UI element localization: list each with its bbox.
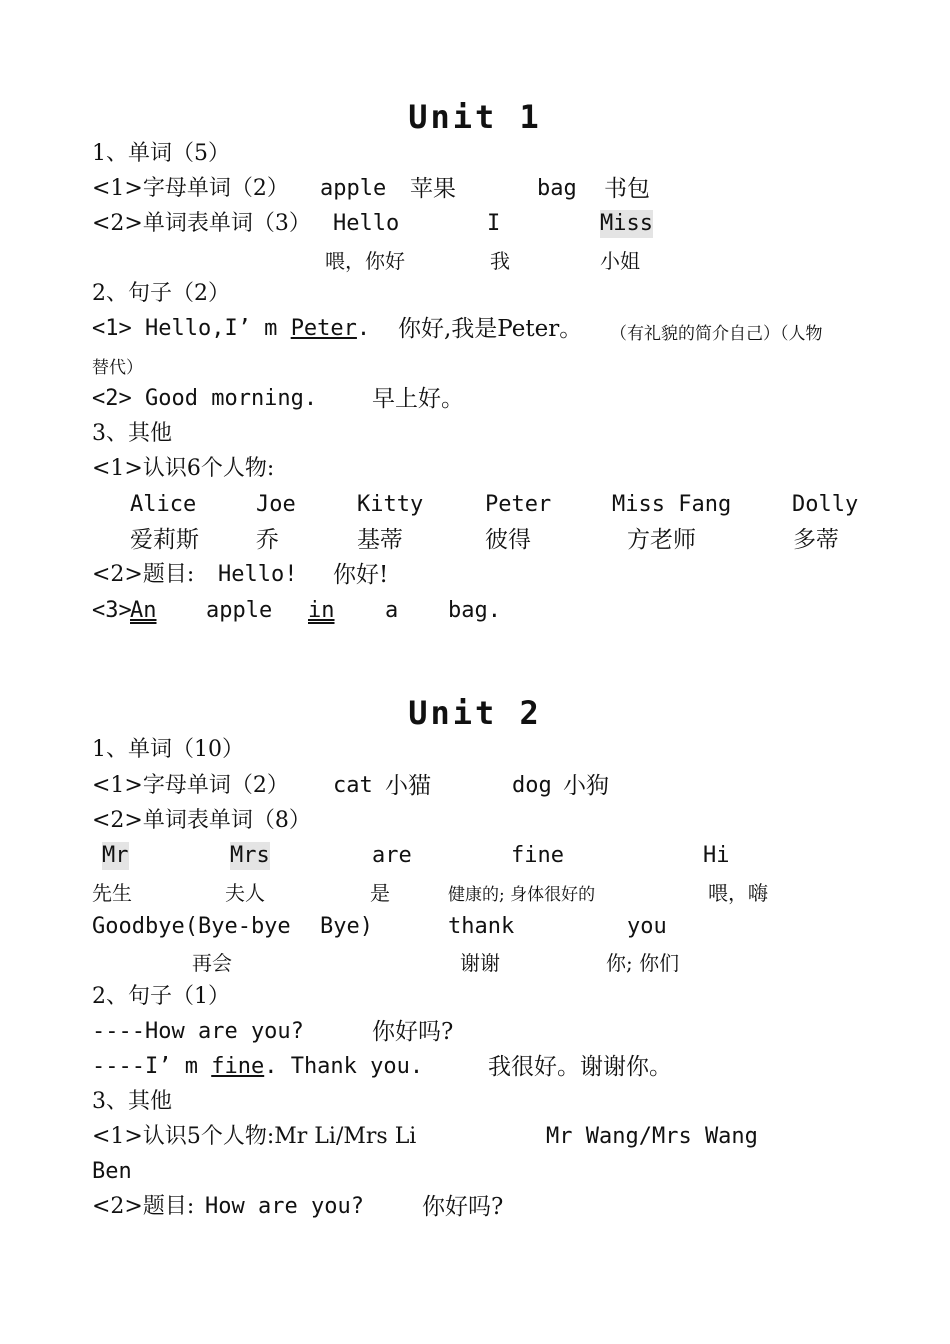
- name-alice-cn: 爱莉斯: [130, 527, 199, 553]
- unit2-words-heading: 1、单词（10）: [92, 737, 244, 762]
- word-goodbye-cn: 再会: [192, 951, 232, 975]
- unit2-question: ----How are you?: [92, 1019, 304, 1044]
- word-bag: bag: [537, 176, 577, 201]
- word-bag-cn: 书包: [604, 176, 650, 202]
- unit2-characters-label: <1>认识5个人物:Mr Li/Mrs Li: [92, 1124, 417, 1149]
- name-kitty: Kitty: [357, 492, 424, 517]
- unit1-characters-label: <1>认识6个人物:: [92, 456, 275, 481]
- sentence-1-note: （有礼貌的简介自己）（人物: [610, 324, 823, 344]
- name-joe-cn: 乔: [256, 527, 279, 553]
- row-label: <1>字母单词（2）: [92, 176, 289, 201]
- unit2-answer-cn: 我很好。谢谢你。: [488, 1054, 672, 1080]
- word-i: I: [487, 211, 501, 236]
- unit1-words-heading: 1、单词（5）: [92, 141, 230, 166]
- word-hello-cn: 喂，你好: [325, 249, 405, 273]
- word-thank-cn: 谢谢: [460, 951, 500, 975]
- name-miss-fang: Miss Fang: [612, 492, 732, 517]
- unit1-title: Unit 1: [408, 98, 542, 136]
- unit1-topic-cn: 你好!: [333, 562, 389, 588]
- word-you: you: [627, 914, 667, 939]
- unit1-topic-en: Hello!: [218, 562, 298, 587]
- unit1-sentence-2: <2> Good morning.: [92, 386, 318, 411]
- unit2-topic-en: How are you?: [205, 1194, 364, 1219]
- name-kitty-cn: 基蒂: [357, 527, 403, 553]
- unit2-answer: [92, 1053, 423, 1081]
- unit2-topic-label: <2>题目:: [92, 1194, 195, 1219]
- name-peter: Peter: [485, 492, 552, 517]
- answer-fine: fine: [211, 1054, 265, 1079]
- word-cat: cat: [333, 773, 373, 798]
- word-fine-cn: 健康的; 身体很好的: [448, 885, 596, 905]
- phrase-a: a: [385, 598, 399, 623]
- word-cat-cn: 小猫: [385, 773, 431, 799]
- unit2-question-cn: 你好吗?: [372, 1019, 454, 1045]
- word-mr: Mr: [102, 843, 129, 868]
- word-mr-cn: 先生: [92, 881, 132, 905]
- unit1-vocab-row: [92, 210, 311, 238]
- word-are: are: [372, 843, 412, 868]
- row-label: <2>单词表单词（3）: [92, 211, 311, 236]
- unit2-letter-words-row: [92, 772, 289, 800]
- word-miss: Miss: [600, 211, 653, 236]
- unit1-phrase-prefix: <3>: [92, 598, 132, 623]
- unit1-topic-label: <2>题目:: [92, 562, 195, 587]
- phrase-in: in: [308, 598, 335, 623]
- name-alice: Alice: [130, 492, 197, 517]
- word-dog: dog: [512, 773, 552, 798]
- word-apple-cn: 苹果: [410, 176, 456, 202]
- sentence-2-cn: 早上好。: [372, 386, 464, 412]
- row-label: <1>字母单词（2）: [92, 773, 289, 798]
- word-fine: fine: [511, 843, 564, 868]
- name-joe: Joe: [256, 492, 296, 517]
- word-miss-cn: 小姐: [600, 249, 640, 273]
- word-are-cn: 是: [370, 881, 390, 905]
- name-miss-fang-cn: 方老师: [627, 527, 696, 553]
- sentence-name: Peter: [290, 316, 357, 341]
- word-hello: Hello: [333, 211, 400, 236]
- word-you-cn: 你; 你们: [606, 951, 680, 975]
- word-goodbye: Goodbye(Bye-bye: [92, 914, 291, 939]
- word-hi-cn: 喂，嗨: [708, 881, 768, 905]
- sentence-1-cn: 你好,我是Peter。: [398, 316, 583, 342]
- answer-prefix: ----I’ m: [92, 1054, 212, 1079]
- word-bye: Bye): [320, 914, 373, 939]
- unit2-characters-ben: Ben: [92, 1159, 132, 1184]
- unit1-other-heading: 3、其他: [92, 421, 172, 446]
- unit1-letter-words-row: [92, 175, 289, 203]
- unit2-topic-cn: 你好吗?: [422, 1194, 504, 1220]
- unit2-characters-more: Mr Wang/Mrs Wang: [546, 1124, 758, 1149]
- word-thank: thank: [448, 914, 515, 939]
- word-dog-cn: 小狗: [563, 773, 609, 799]
- word-apple: apple: [320, 176, 387, 201]
- answer-rest: . Thank you.: [264, 1054, 424, 1079]
- phrase-an: An: [130, 598, 157, 623]
- word-mrs-cn: 夫人: [225, 881, 265, 905]
- unit2-sentences-heading: 2、句子（1）: [92, 984, 230, 1009]
- unit1-sentence-1: [92, 315, 370, 343]
- word-hi: Hi: [703, 843, 730, 868]
- sentence-1-note-cont: 替代）: [92, 358, 143, 378]
- word-i-cn: 我: [490, 249, 510, 273]
- phrase-apple: apple: [206, 598, 273, 623]
- unit1-sentences-heading: 2、句子（2）: [92, 281, 230, 306]
- unit2-vocab-heading: <2>单词表单词（8）: [92, 808, 311, 833]
- name-peter-cn: 彼得: [485, 527, 531, 553]
- name-dolly-cn: 多蒂: [793, 527, 839, 553]
- sentence-period: .: [356, 316, 371, 341]
- sentence-prefix: <1> Hello,I’ m: [92, 316, 291, 341]
- phrase-bag: bag.: [448, 598, 501, 623]
- unit2-other-heading: 3、其他: [92, 1089, 172, 1114]
- word-mrs: Mrs: [230, 843, 270, 868]
- unit2-title: Unit 2: [408, 694, 542, 732]
- name-dolly: Dolly: [792, 492, 859, 517]
